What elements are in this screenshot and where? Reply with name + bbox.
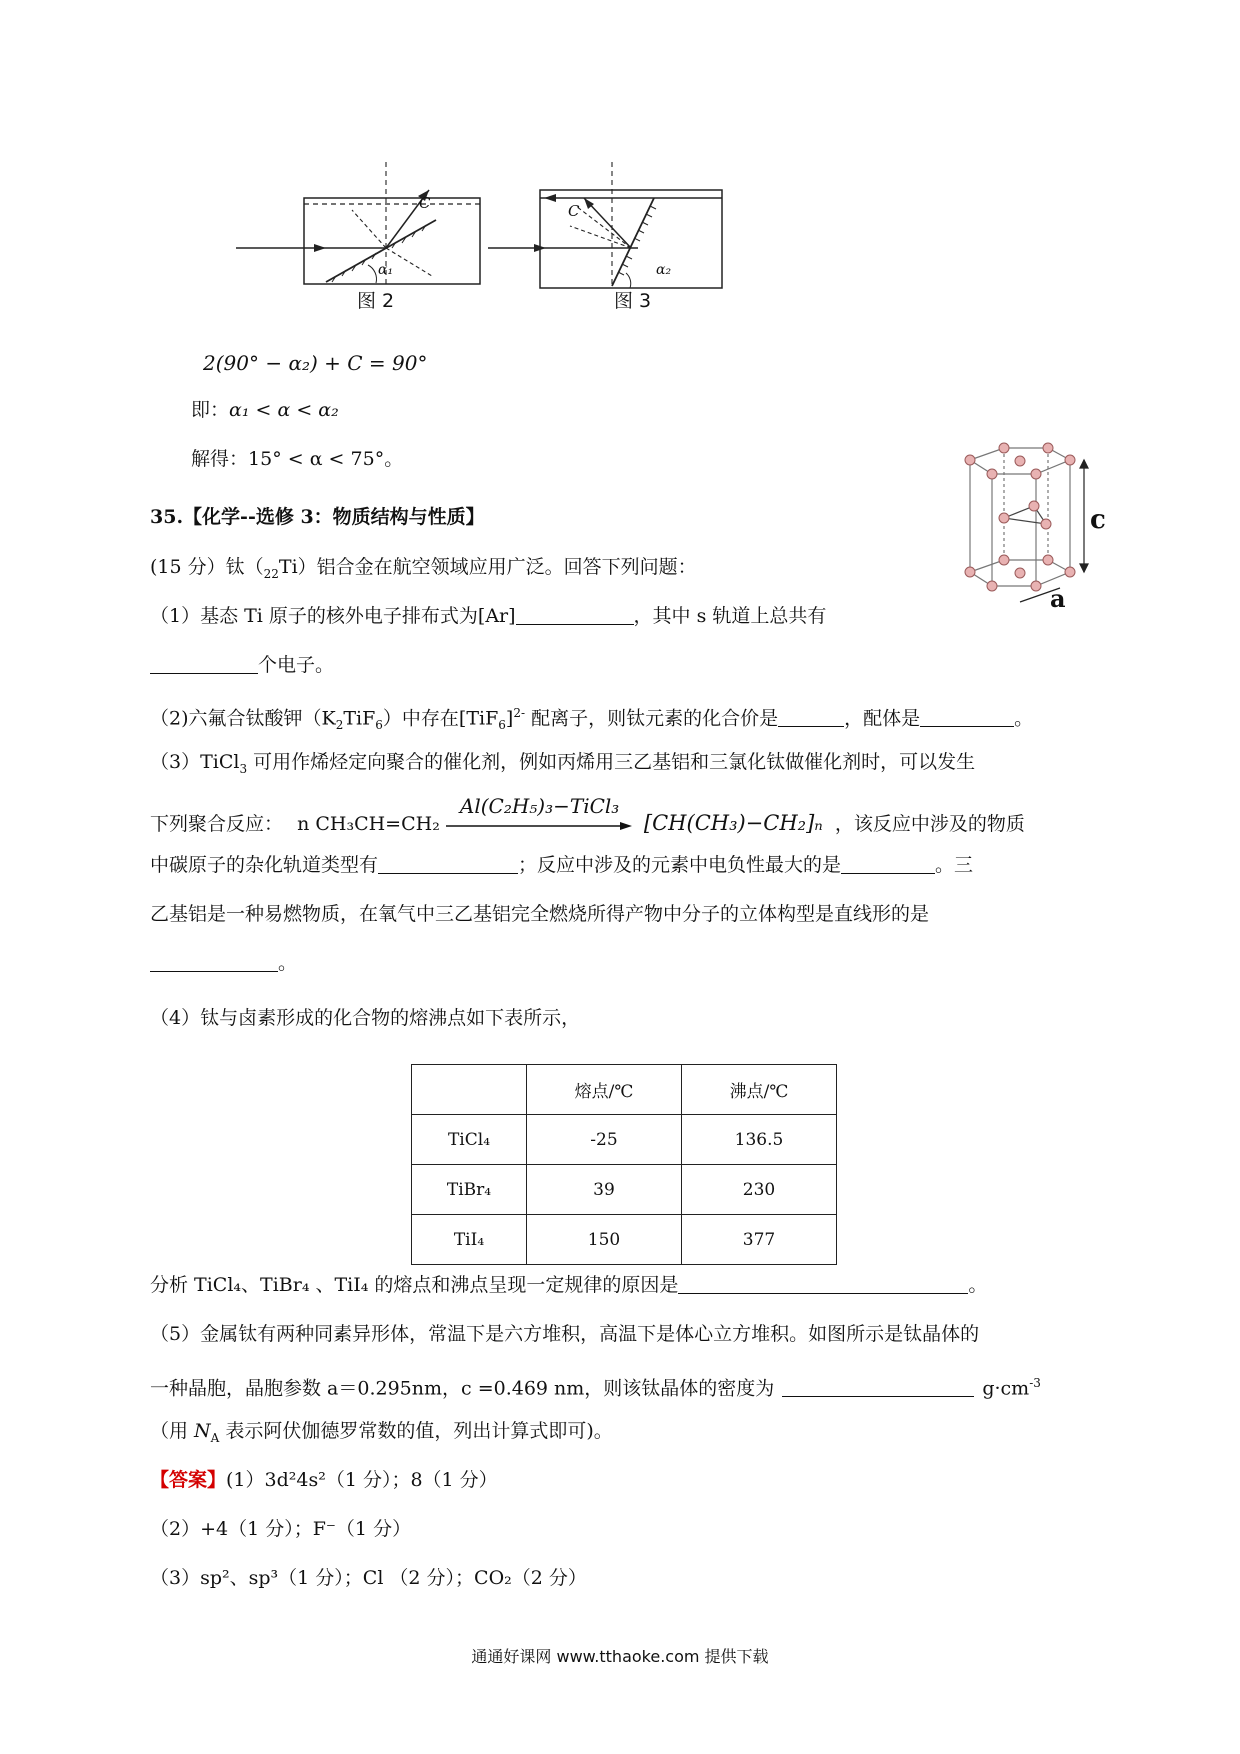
fig3-caption: 图 3	[614, 290, 652, 312]
reaction-arrow	[446, 794, 632, 837]
part-2-text-b: TiF	[343, 707, 376, 730]
part-5-line-2	[150, 1370, 1041, 1401]
equation-1: 2(90° − α₂) + C = 90°	[203, 351, 428, 375]
equation-2-prefix: 即：	[191, 399, 230, 421]
table-header-cell	[412, 1065, 527, 1115]
table-cell: TiBr₄	[412, 1165, 527, 1215]
part-5-na: N	[194, 1420, 211, 1442]
part-3-text-e: 。三	[935, 854, 974, 876]
part-2-sup: 2-	[513, 706, 526, 720]
fig2-label-c: C	[419, 194, 431, 212]
table-cell: 39	[527, 1165, 682, 1215]
answer-line-2: （2）+4（1 分）；F⁻（1 分）	[150, 1518, 412, 1540]
equation-2	[191, 397, 339, 423]
table-header-cell: 沸点/℃	[682, 1065, 837, 1115]
table-header-cell: 熔点/℃	[527, 1065, 682, 1115]
part-5-text-c-b: 表示阿伏伽德罗常数的值，列出计算式即可)。	[219, 1420, 613, 1442]
table-cell: TiCl₄	[412, 1115, 527, 1165]
answer-blank-2a[interactable]	[778, 706, 844, 727]
equation-3-body: 15° < α < 75°	[248, 448, 385, 470]
part-3-line-4	[150, 950, 297, 976]
part-1-line-1	[150, 603, 826, 629]
fig3-label-c: C	[568, 202, 580, 220]
reaction-reactant: n CH₃CH=CH₂	[297, 813, 440, 835]
answer-line-1	[150, 1467, 498, 1493]
part-1-text-c: 个电子。	[258, 654, 335, 676]
answer-line-3: （3）sp²、sp³（1 分）；Cl （2 分）；CO₂（2 分）	[150, 1567, 587, 1589]
part-1-text-a: （1）基态 Ti 原子的核外电子排布式为[Ar]	[150, 605, 516, 627]
answer-blank-2b[interactable]	[920, 706, 1014, 727]
answer-tag: 【答案】	[150, 1469, 227, 1491]
part-2-text-d: ]	[505, 707, 514, 730]
part-3-text-d: ；反应中涉及的元素中电负性最大的是	[518, 854, 842, 876]
part-3-line-3	[150, 901, 929, 927]
table-cell: -25	[527, 1115, 682, 1165]
answer-blank-5[interactable]	[782, 1376, 974, 1397]
part-3-sub: 3	[239, 761, 248, 776]
halide-melting-boiling-table	[411, 1064, 837, 1265]
part-5-text-b: 一种晶胞，晶胞参数 a＝0.295nm，c =0.469 nm，则该钛晶体的密度为	[150, 1377, 775, 1400]
question-35-heading: 35.【化学--选修 3：物质结构与性质】	[150, 506, 485, 528]
part-5-line-1: （5）金属钛有两种同素异形体，常温下是六方堆积，高温下是体心立方堆积。如图所示是钛晶体的	[150, 1323, 980, 1345]
part-1-text-b: ，其中 s 轨道上总共有	[633, 605, 827, 627]
table-cell: 136.5	[682, 1115, 837, 1165]
answer-blank-4[interactable]	[678, 1273, 968, 1294]
part-3-text-a: （3）TiCl	[150, 751, 240, 773]
table-cell: TiI₄	[412, 1215, 527, 1265]
part-2-text-f: ，配体是	[844, 707, 921, 730]
part-3-text-c: 中碳原子的杂化轨道类型有	[150, 854, 379, 876]
fig2-caption: 图 2	[357, 290, 395, 312]
part-5-text-c-a: （用	[150, 1420, 195, 1442]
part-2-text-g: 。	[1014, 707, 1034, 730]
reaction-product: [CH(CH₃)−CH₂]ₙ	[643, 811, 823, 835]
equation-2-body: α₁ < α < α₂	[229, 399, 339, 421]
part-3-text-g: 。	[278, 952, 298, 974]
table-cell: 150	[527, 1215, 682, 1265]
crystal-label-c: c	[1090, 505, 1106, 535]
question-35-intro	[150, 554, 697, 587]
answer-blank-1a[interactable]	[516, 604, 634, 625]
answer-blank-3c[interactable]	[150, 951, 278, 972]
polymerization-reaction	[150, 794, 1025, 837]
part-3-line-1	[150, 749, 975, 782]
answer-blank-3a[interactable]	[378, 853, 518, 874]
reaction-catalyst: Al(C₂H₅)₃−TiCl₃	[459, 794, 620, 818]
intro-text-a: (15 分）钛（	[150, 556, 264, 578]
table-row	[412, 1115, 837, 1165]
figure-3-diagram	[488, 162, 728, 312]
fig2-label-alpha1: α₁	[378, 262, 394, 278]
part-4-line-1: （4）钛与卤素形成的化合物的熔沸点如下表所示，	[150, 1007, 581, 1029]
reaction-prefix: 下列聚合反应：	[150, 813, 284, 835]
part-2-line	[150, 700, 1033, 738]
part-4-line-2	[150, 1272, 987, 1298]
part-5-unit: g·cm	[982, 1377, 1030, 1400]
equation-3-end: 。	[384, 448, 404, 470]
part-2-sub-1: 2	[335, 718, 344, 733]
answer-blank-1b[interactable]	[150, 653, 258, 674]
answer-blank-3b[interactable]	[841, 853, 935, 874]
part-4-text-b: 分析 TiCl₄、TiBr₄ 、TiI₄ 的熔点和沸点呈现一定规律的原因是	[150, 1274, 679, 1296]
part-3-line-2	[150, 852, 973, 878]
part-1-line-2	[150, 652, 334, 678]
fig3-label-alpha2: α₂	[656, 262, 672, 278]
intro-subscript: 22	[263, 566, 279, 581]
part-5-na-sub: A	[210, 1430, 220, 1445]
reaction-suffix: ，该反应中涉及的物质	[834, 813, 1025, 835]
part-2-text-c: ）中存在[TiF	[382, 707, 499, 730]
equation-3-prefix: 解得：	[191, 448, 249, 470]
part-3-text-b: 可用作烯烃定向聚合的催化剂，例如丙烯用三乙基铝和三氯化钛做催化剂时，可以发生	[247, 751, 976, 773]
part-5-line-3	[150, 1418, 613, 1451]
part-2-text-a: （2)六氟合钛酸钾（K	[150, 707, 336, 730]
table-header-row	[412, 1065, 837, 1115]
part-3-text-f: 乙基铝是一种易燃物质，在氧气中三乙基铝完全燃烧所得产物中分子的立体构型是直线形的是	[150, 903, 930, 925]
intro-text-b: Ti）铝合金在航空领域应用广泛。回答下列问题：	[278, 556, 697, 578]
equation-3	[191, 446, 403, 472]
part-2-text-e: 配离子，则钛元素的化合价是	[525, 707, 779, 730]
part-5-unit-sup: -3	[1029, 1376, 1041, 1390]
answer-1: (1）3d²4s²（1 分）；8（1 分）	[226, 1469, 498, 1491]
table-cell: 377	[682, 1215, 837, 1265]
part-2-sub-3: 6	[498, 718, 506, 733]
table-row	[412, 1215, 837, 1265]
table-row	[412, 1165, 837, 1215]
table-cell: 230	[682, 1165, 837, 1215]
hexagonal-unit-cell-figure	[930, 440, 1100, 620]
part-4-text-c: 。	[968, 1274, 988, 1296]
crystal-label-a: a	[1050, 584, 1066, 613]
part-2-sub-2: 6	[375, 718, 383, 733]
page-footer: 通通好课网 www.tthaoke.com 提供下载	[471, 1647, 769, 1666]
